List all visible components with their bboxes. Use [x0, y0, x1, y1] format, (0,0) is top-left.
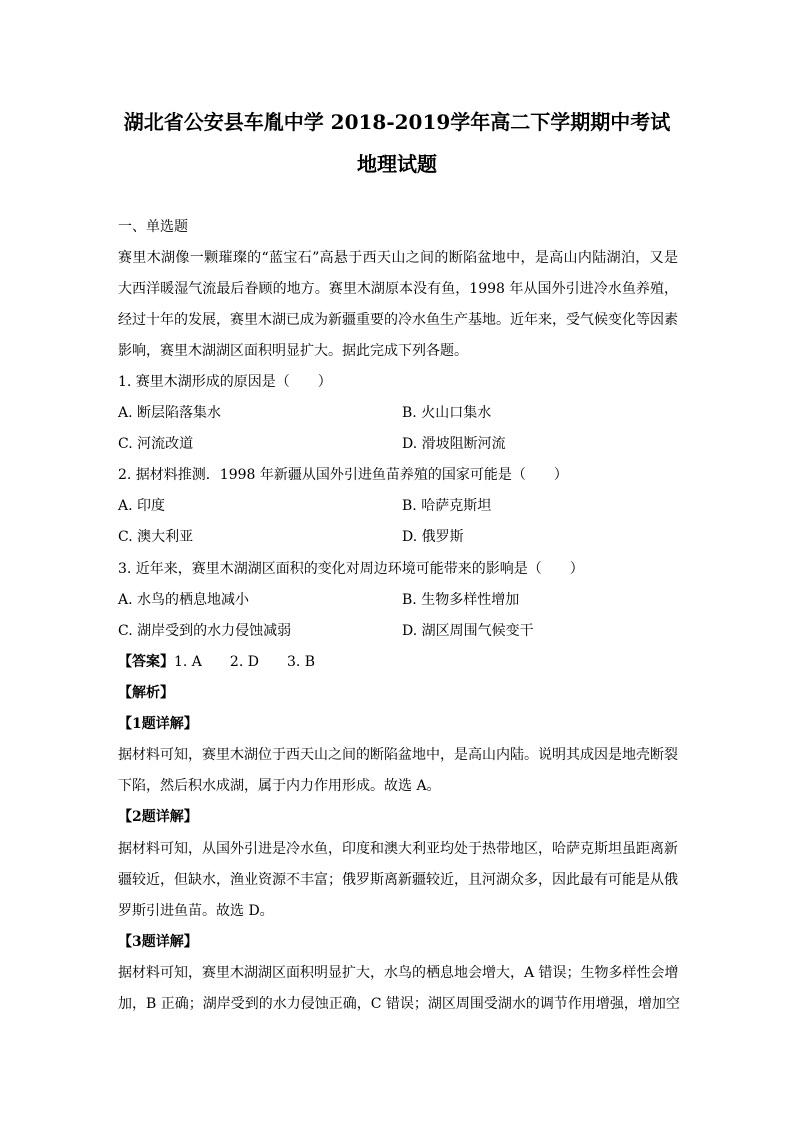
question-stem: 1. 赛里木湖形成的原因是（ ）	[118, 374, 332, 390]
document-title: 湖北省公安县车胤中学 2018-2019学年高二下学期期中考试	[123, 110, 671, 134]
option-d: D. 滑坡阻断河流	[402, 436, 506, 452]
document-subtitle: 地理试题	[357, 152, 437, 176]
option-d: D. 湖区周围气候变干	[402, 623, 534, 639]
option-a: A. 水鸟的栖息地减小	[118, 592, 250, 608]
detail-line: 罗斯引进鱼苗。故选 D。	[118, 903, 274, 919]
detail-heading: 【2题详解】	[118, 809, 198, 825]
option-d: D. 俄罗斯	[402, 529, 464, 545]
passage-line: 大西洋暖湿气流最后眷顾的地方。赛里木湖原本没有鱼，1998 年从国外引进冷水鱼养殖，	[118, 281, 678, 297]
option-b: B. 火山口集水	[402, 405, 492, 421]
option-b: B. 生物多样性增加	[402, 592, 520, 608]
detail-line: 据材料可知，从国外引进是冷水鱼，印度和澳大利亚均处于热带地区，哈萨克斯坦虽距离新	[118, 841, 678, 857]
option-b: B. 哈萨克斯坦	[402, 498, 492, 514]
passage-line: 影响，赛里木湖湖区面积明显扩大。据此完成下列各题。	[118, 343, 468, 359]
option-c: C. 澳大利亚	[118, 529, 194, 545]
answer-label: 【答案】	[118, 654, 174, 670]
detail-heading: 【3题详解】	[118, 934, 198, 950]
detail-line: 下陷，然后积水成湖，属于内力作用形成。故选 A。	[118, 778, 441, 794]
option-c: C. 湖岸受到的水力侵蚀减弱	[118, 623, 292, 639]
section-heading: 一、单选题	[118, 219, 188, 235]
analysis-label: 【解析】	[118, 685, 174, 701]
detail-heading: 【1题详解】	[118, 716, 198, 732]
question-stem: 3. 近年来，赛里木湖湖区面积的变化对周边环境可能带来的影响是（ ）	[118, 561, 584, 577]
detail-line: 据材料可知，赛里木湖位于西天山之间的断陷盆地中，是高山内陆。说明其成因是地壳断裂	[118, 747, 678, 763]
detail-line: 加，B 正确；湖岸受到的水力侵蚀正确，C 错误；湖区周围受湖水的调节作用增强，增加空	[118, 996, 680, 1012]
passage-line: 赛里木湖像一颗璀璨的“蓝宝石”高悬于西天山之间的断陷盆地中，是高山内陆湖泊，又是	[118, 250, 678, 266]
answer-line	[118, 653, 315, 671]
passage-line: 经过十年的发展，赛里木湖已成为新疆重要的冷水鱼生产基地。近年来，受气候变化等因素	[118, 312, 678, 328]
option-a: A. 印度	[118, 498, 166, 514]
detail-line: 疆较近，但缺水，渔业资源不丰富；俄罗斯离新疆较近，且河湖众多，因此最有可能是从俄	[118, 872, 678, 888]
option-a: A. 断层陷落集水	[118, 405, 222, 421]
option-c: C. 河流改道	[118, 436, 194, 452]
detail-line: 据材料可知，赛里木湖湖区面积明显扩大，水鸟的栖息地会增大，A 错误；生物多样性会增	[118, 965, 679, 981]
answer-text: 1. A 2. D 3. B	[174, 654, 316, 670]
question-stem: 2. 据材料推测．1998 年新疆从国外引进鱼苗养殖的国家可能是（ ）	[118, 467, 568, 483]
